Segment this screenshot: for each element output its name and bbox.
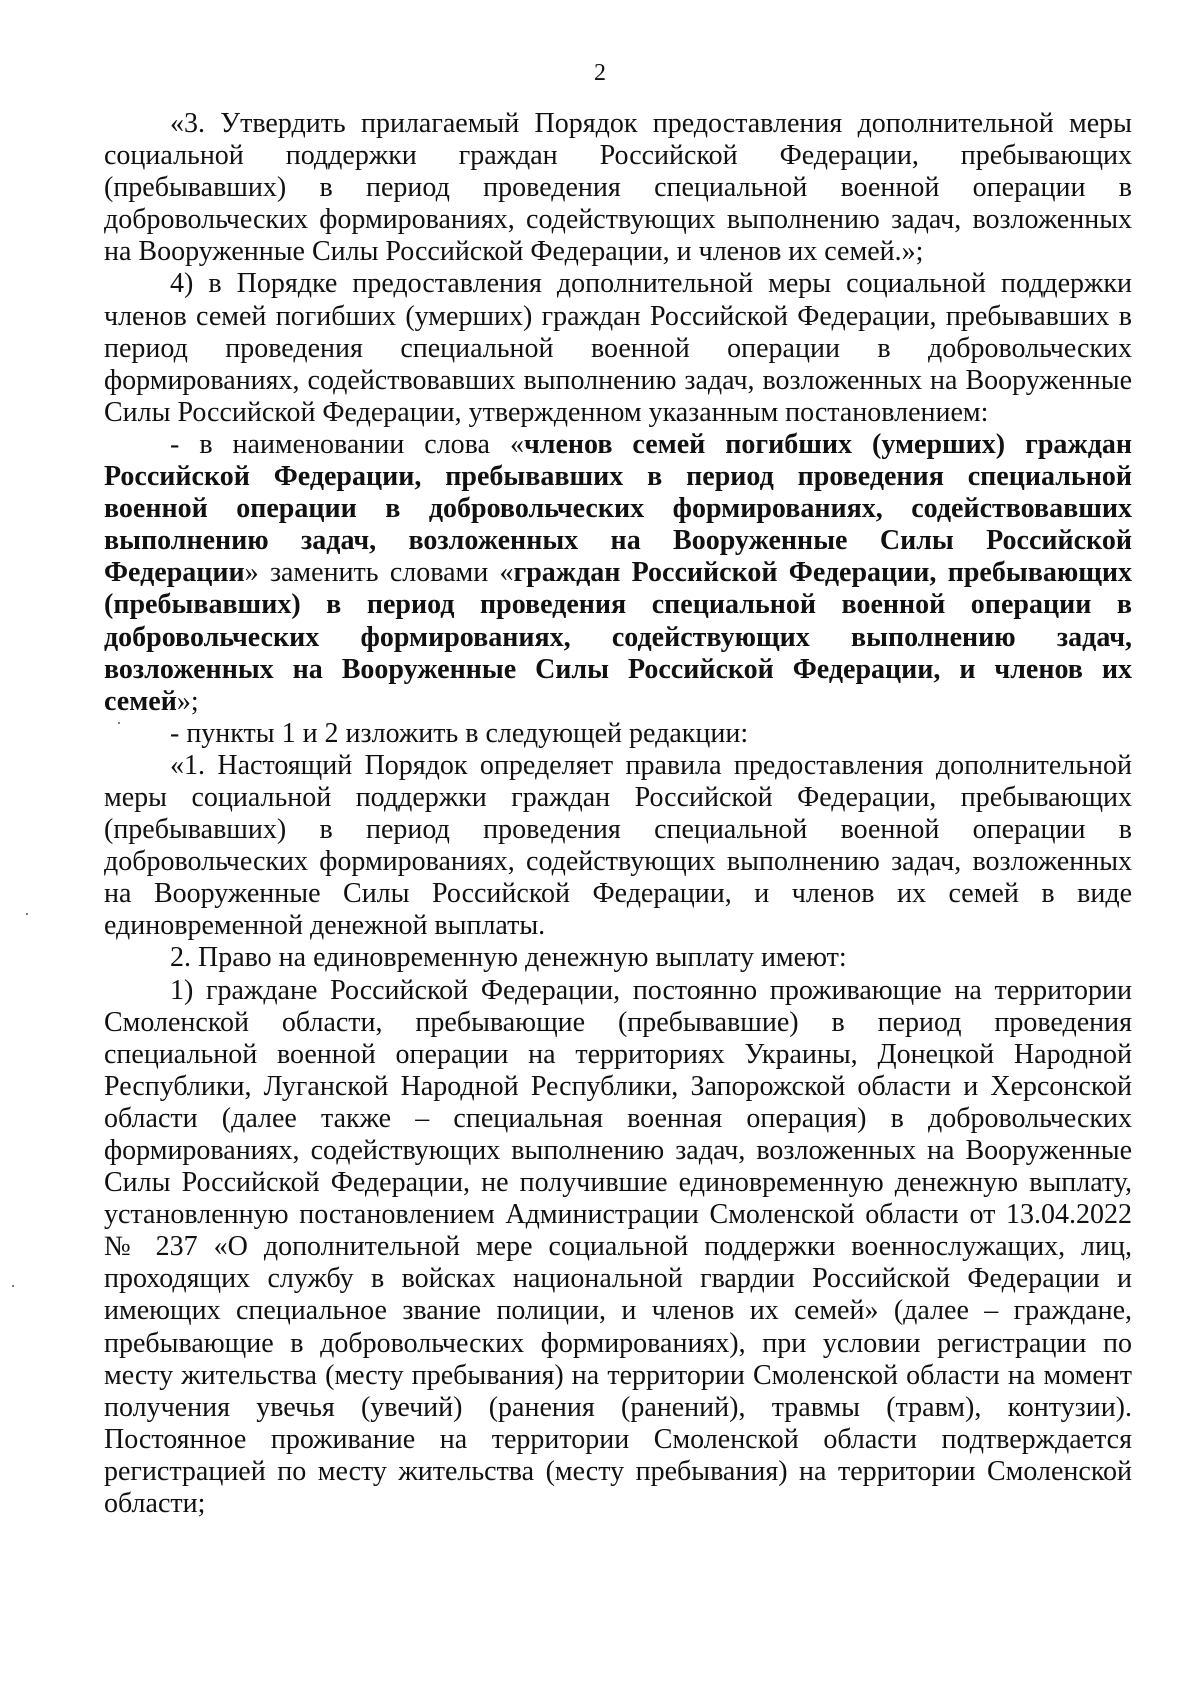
page-number: 2 (594, 60, 606, 86)
scan-speck (12, 1285, 14, 1287)
text-run: 1) граждане Российской Федерации, постоянно проживающие на территории Смоленской области, пребывающие (пребывавшие) в период проведения специальной военной операции на территориях Украины, Донецкой Народной Республики, Луганской Народной Республики, Запорожской области и Херсонской области (далее также – специальная военная операция) в добровольческих формированиях, содействующих выполнению задач, возложенных на Вооруженные Силы Российской Федерации, не получившие единовременную денежную выплату, установленную постановлением Администрации Смоленской области от 13.04.2022 № 237 «О дополнительной мере социальной поддержки военнослужащих, лиц, проходящих службу в войсках национальной гвардии Российской Федерации и имеющих специальное звание полиции, и членов их семей» (далее – граждане, пребывающие в добровольческих формированиях), при условии регистрации по месту жительства (месту пребывания) на территории Смоленской области на момент получения увечья (увечий) (ранения (ранений), травмы (травм), контузии). Постоянное проживание на территории Смоленской области подтверждается регистрацией по месту жительства (месту пребывания) на территории Смоленской области; (104, 974, 1132, 1520)
paragraph (104, 108, 1132, 268)
document-body (104, 108, 1132, 1520)
text-run: «1. Настоящий Порядок определяет правила предоставления дополнительной меры социальной поддержки граждан Российской Федерации, пребывающих (пребывавших) в период проведения специальной военной операции в добровольческих формированиях, содействующих выполнению задач, возложенных на Вооруженные Силы Российской Федерации, и членов их семей в виде единовременной денежной выплаты. (104, 749, 1132, 942)
paragraph (104, 750, 1132, 943)
paragraph (104, 975, 1132, 1521)
text-run: «3. Утвердить прилагаемый Порядок предоставления дополнительной меры социальной поддержки граждан Российской Федерации, пребывающих (пребывавших) в период проведения специальной военной операции в добровольческих формированиях, содействующих выполнению задач, возложенных на Вооруженные Силы Российской Федерации, и членов их семей.»; (104, 108, 1132, 268)
bold-text-run: граждан Российской Федерации, пребывающих (пребывавших) в период проведения специальной военной операции в добровольческих формированиях, содействующих выполнению задач, возложенных на Вооруженные Силы Российской Федерации, и членов их семей (104, 557, 1132, 717)
scan-speck (118, 722, 120, 724)
text-run: » заменить словами « (244, 557, 514, 589)
text-run: »; (176, 685, 199, 717)
text-run: 4) в Порядке предоставления дополнительной меры социальной поддержки членов семей погибших (умерших) граждан Российской Федерации, пребывавших в период проведения специальной военной операции в добровольческих формированиях, содействовавших выполнению задач, возложенных на Вооруженные Силы Российской Федерации, утвержденном указанным постановлением: (104, 268, 1132, 428)
paragraph (104, 718, 1132, 750)
text-run: - пункты 1 и 2 изложить в следующей редакции: (170, 717, 749, 749)
scan-speck (26, 913, 28, 915)
bold-text-run: членов семей погибших (умерших) граждан Российской Федерации, пребывавших в период проведения специальной военной операции в добровольческих формированиях, содействовавших выполнению задач, возложенных на Вооруженные Силы Российской Федерации (104, 428, 1132, 589)
paragraph (104, 429, 1132, 718)
text-run: 2. Право на единовременную денежную выплату имеют: (170, 942, 847, 974)
paragraph (104, 942, 1132, 974)
paragraph (104, 268, 1132, 428)
text-run: - в наименовании слова « (170, 428, 524, 460)
